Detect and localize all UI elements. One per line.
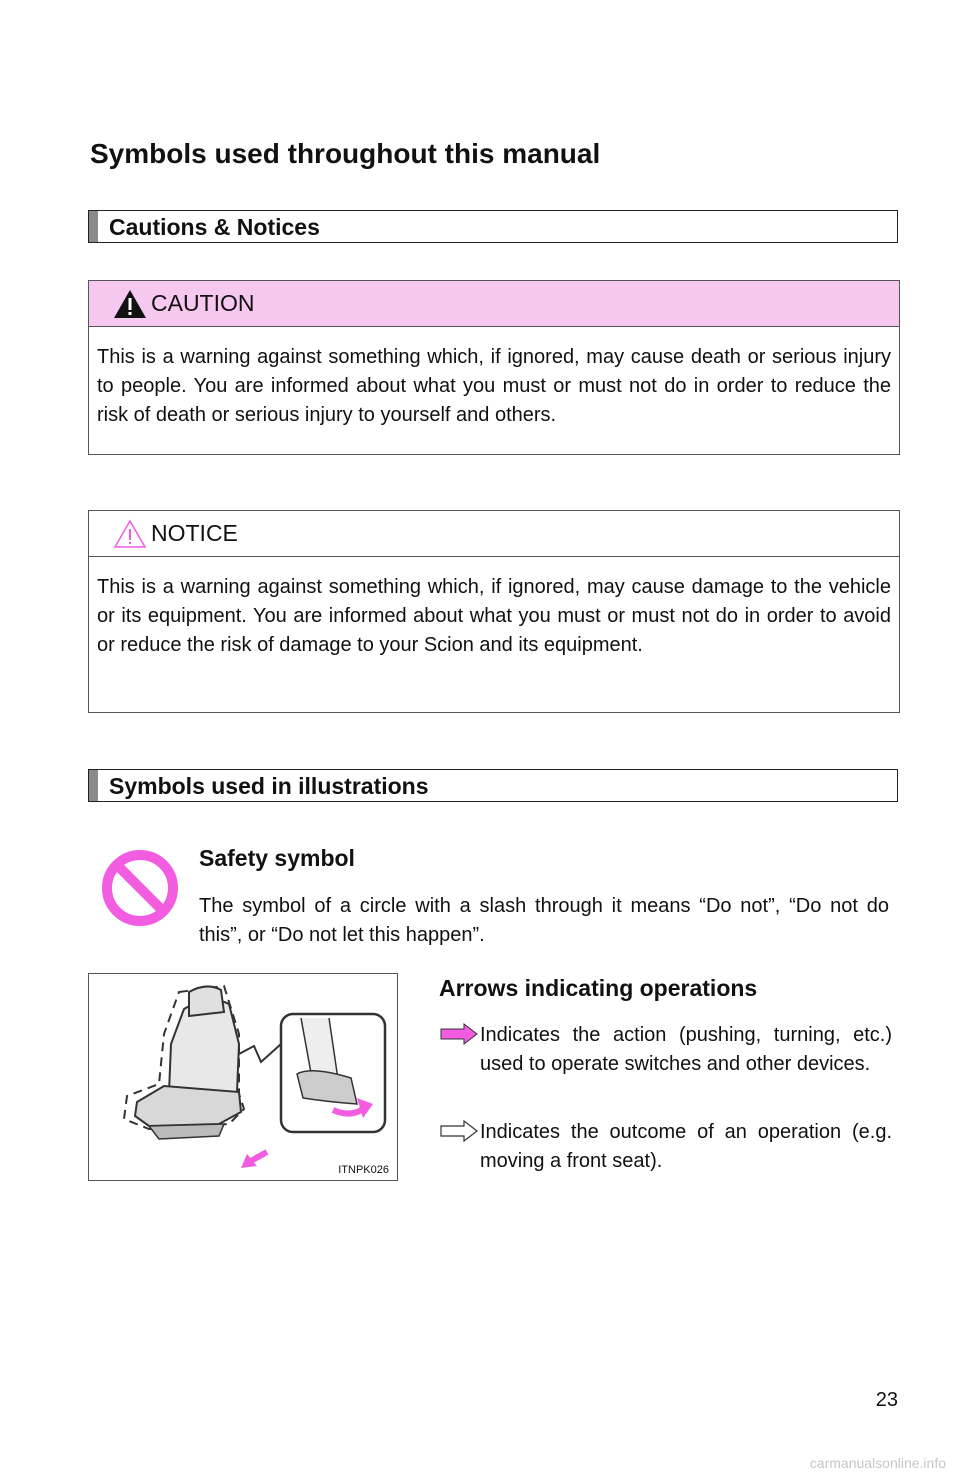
arrows-title: Arrows indicating operations <box>439 975 758 1001</box>
notice-header <box>89 511 899 557</box>
safety-symbol-text: The symbol of a circle with a slash through it means “Do not”, “Do not do this”, or “Do not let this happen”. <box>199 895 889 946</box>
footer-watermark: carmanualsonline.info <box>809 1455 946 1471</box>
page-title: Symbols used throughout this manual <box>90 138 601 169</box>
illustration-code: ITNPK026 <box>338 1164 389 1176</box>
notice-text: This is a warning against something which, if ignored, may cause damage to the vehicle or its equipment. You are informed about what you must or must not do in order to avoid or reduce the risk of damage to your Scion and its equipment. <box>97 576 891 656</box>
notice-box <box>88 510 900 713</box>
section-tab-marker <box>89 770 98 801</box>
seat-adjust-illustration <box>89 974 397 1180</box>
caution-text: This is a warning against something which, if ignored, may cause death or serious injury to people. You are informed about what you must or must not do in order to reduce the risk of death or serious injury to yourself and others. <box>97 346 891 426</box>
action-arrow-icon <box>440 1023 478 1045</box>
outcome-arrow-row <box>440 1118 892 1176</box>
action-arrow-row <box>440 1021 892 1079</box>
section-tab-marker <box>89 211 98 242</box>
warning-outline-icon <box>113 519 147 549</box>
page-number: 23 <box>875 1389 898 1411</box>
caution-header <box>89 281 899 327</box>
section-title-illustrations: Symbols used in illustrations <box>109 773 429 799</box>
safety-symbol-title: Safety symbol <box>199 845 355 871</box>
outcome-arrow-icon <box>440 1120 478 1142</box>
prohibition-icon <box>100 848 180 928</box>
warning-filled-icon <box>113 289 147 319</box>
section-header-illustrations <box>88 769 898 802</box>
section-header-cautions <box>88 210 898 243</box>
caution-label: CAUTION <box>151 290 255 316</box>
action-arrow-text: Indicates the action (pushing, turning, etc.) used to operate switches and other devices. <box>480 1024 892 1075</box>
outcome-arrow-text: Indicates the outcome of an operation (e.g. moving a front seat). <box>480 1121 892 1172</box>
section-title-cautions: Cautions & Notices <box>109 214 320 240</box>
seat-illustration <box>88 973 398 1181</box>
notice-label: NOTICE <box>151 520 238 546</box>
caution-box <box>88 280 900 455</box>
